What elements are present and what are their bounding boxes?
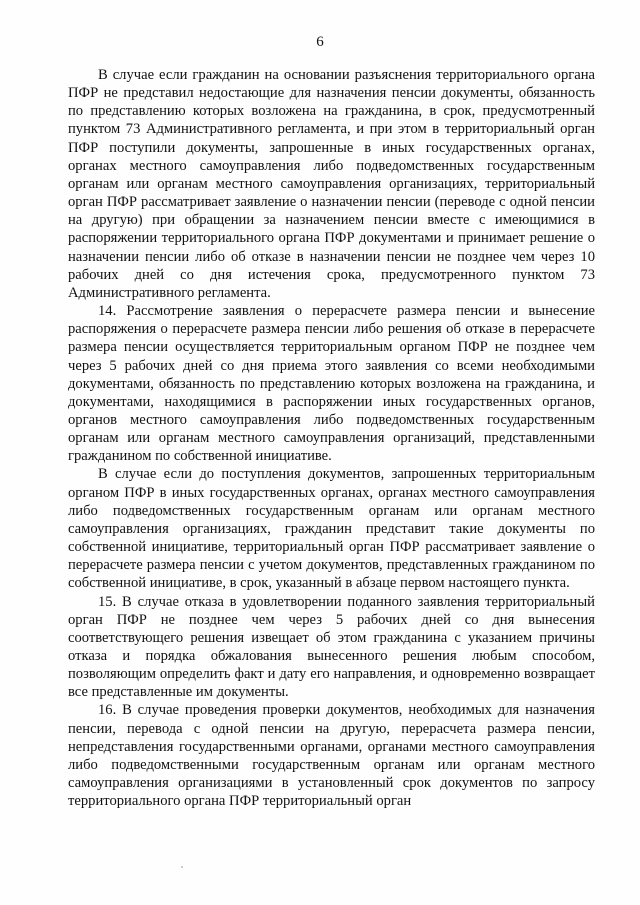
- scan-speck: [181, 866, 183, 868]
- paragraph-item-16: 16. В случае проведения проверки документов, необходимых для назначения пенсии, перевода с одной пенсии на другую, перерасчета размера пенсии, непредставления государственными органами, органами местного самоуправления либо подведомственными государственным органам или органам местного самоуправления организациями в установленный срок документов по запросу территориального органа ПФР территориальный орган: [68, 702, 595, 810]
- paragraph-failure-to-submit: В случае если гражданин на основании разъяснения территориального органа ПФР не представил недостающие для назначения пенсии документы, обязанность по представлению которых возложена на гражданина, в срок, предусмотренный пунктом 73 Административного регламента, и при этом в территориальный орган ПФР поступили документы, запрошенные в иных государственных органах, органах местного самоуправления либо подведомственных государственным органам или органам местного самоуправления организациях, территориальный орган ПФР рассматривает заявление о назначении пенсии (переводе с одной пенсии на другую) при обращении за назначением пенсии вместе с имеющимися в распоряжении территориального органа ПФР документами и принимает решение о назначении пенсии либо об отказе в назначении пенсии не позднее чем через 10 рабочих дней со дня истечения срока, предусмотренного пунктом 73 Административного регламента.: [68, 67, 595, 301]
- paragraph-item-14: 14. Рассмотрение заявления о перерасчете размера пенсии и вынесение распоряжения о перерасчете размера пенсии либо решения об отказе в перерасчете размера пенсии осуществляется территориальным органом ПФР не позднее чем через 5 рабочих дней со дня приема этого заявления со всеми необходимыми документами, обязанность по представлению которых возложена на гражданина, и документами, находящимися в распоряжении иных государственных органов, органов местного самоуправления либо подведомственных государственным органам или органам местного самоуправления организаций, представленными гражданином по собственной инициативе.: [68, 303, 595, 465]
- page-number: 6: [316, 34, 324, 50]
- paragraph-item-15: 15. В случае отказа в удовлетворении поданного заявления территориальный орган ПФР не позднее чем через 5 рабочих дней со дня вынесения соответствующего решения извещает об этом гражданина с указанием причины отказа и порядка обжалования вынесенного решения любым способом, позволяющим определить факт и дату его направления, и одновременно возвращает все представленные им документы.: [68, 593, 595, 701]
- paragraph-item-14-supplement: В случае если до поступления документов, запрошенных территориальным органом ПФР в иных государственных органах, органах местного самоуправления либо подведомственных государственным органам или органам местного самоуправления организациях, гражданин представит такие документы по собственной инициативе, территориальный орган ПФР рассматривает заявление о перерасчете размера пенсии с учетом документов, представленных гражданином по собственной инициативе, в срок, указанный в абзаце первом настоящего пункта.: [68, 466, 595, 592]
- document-body: [68, 66, 595, 810]
